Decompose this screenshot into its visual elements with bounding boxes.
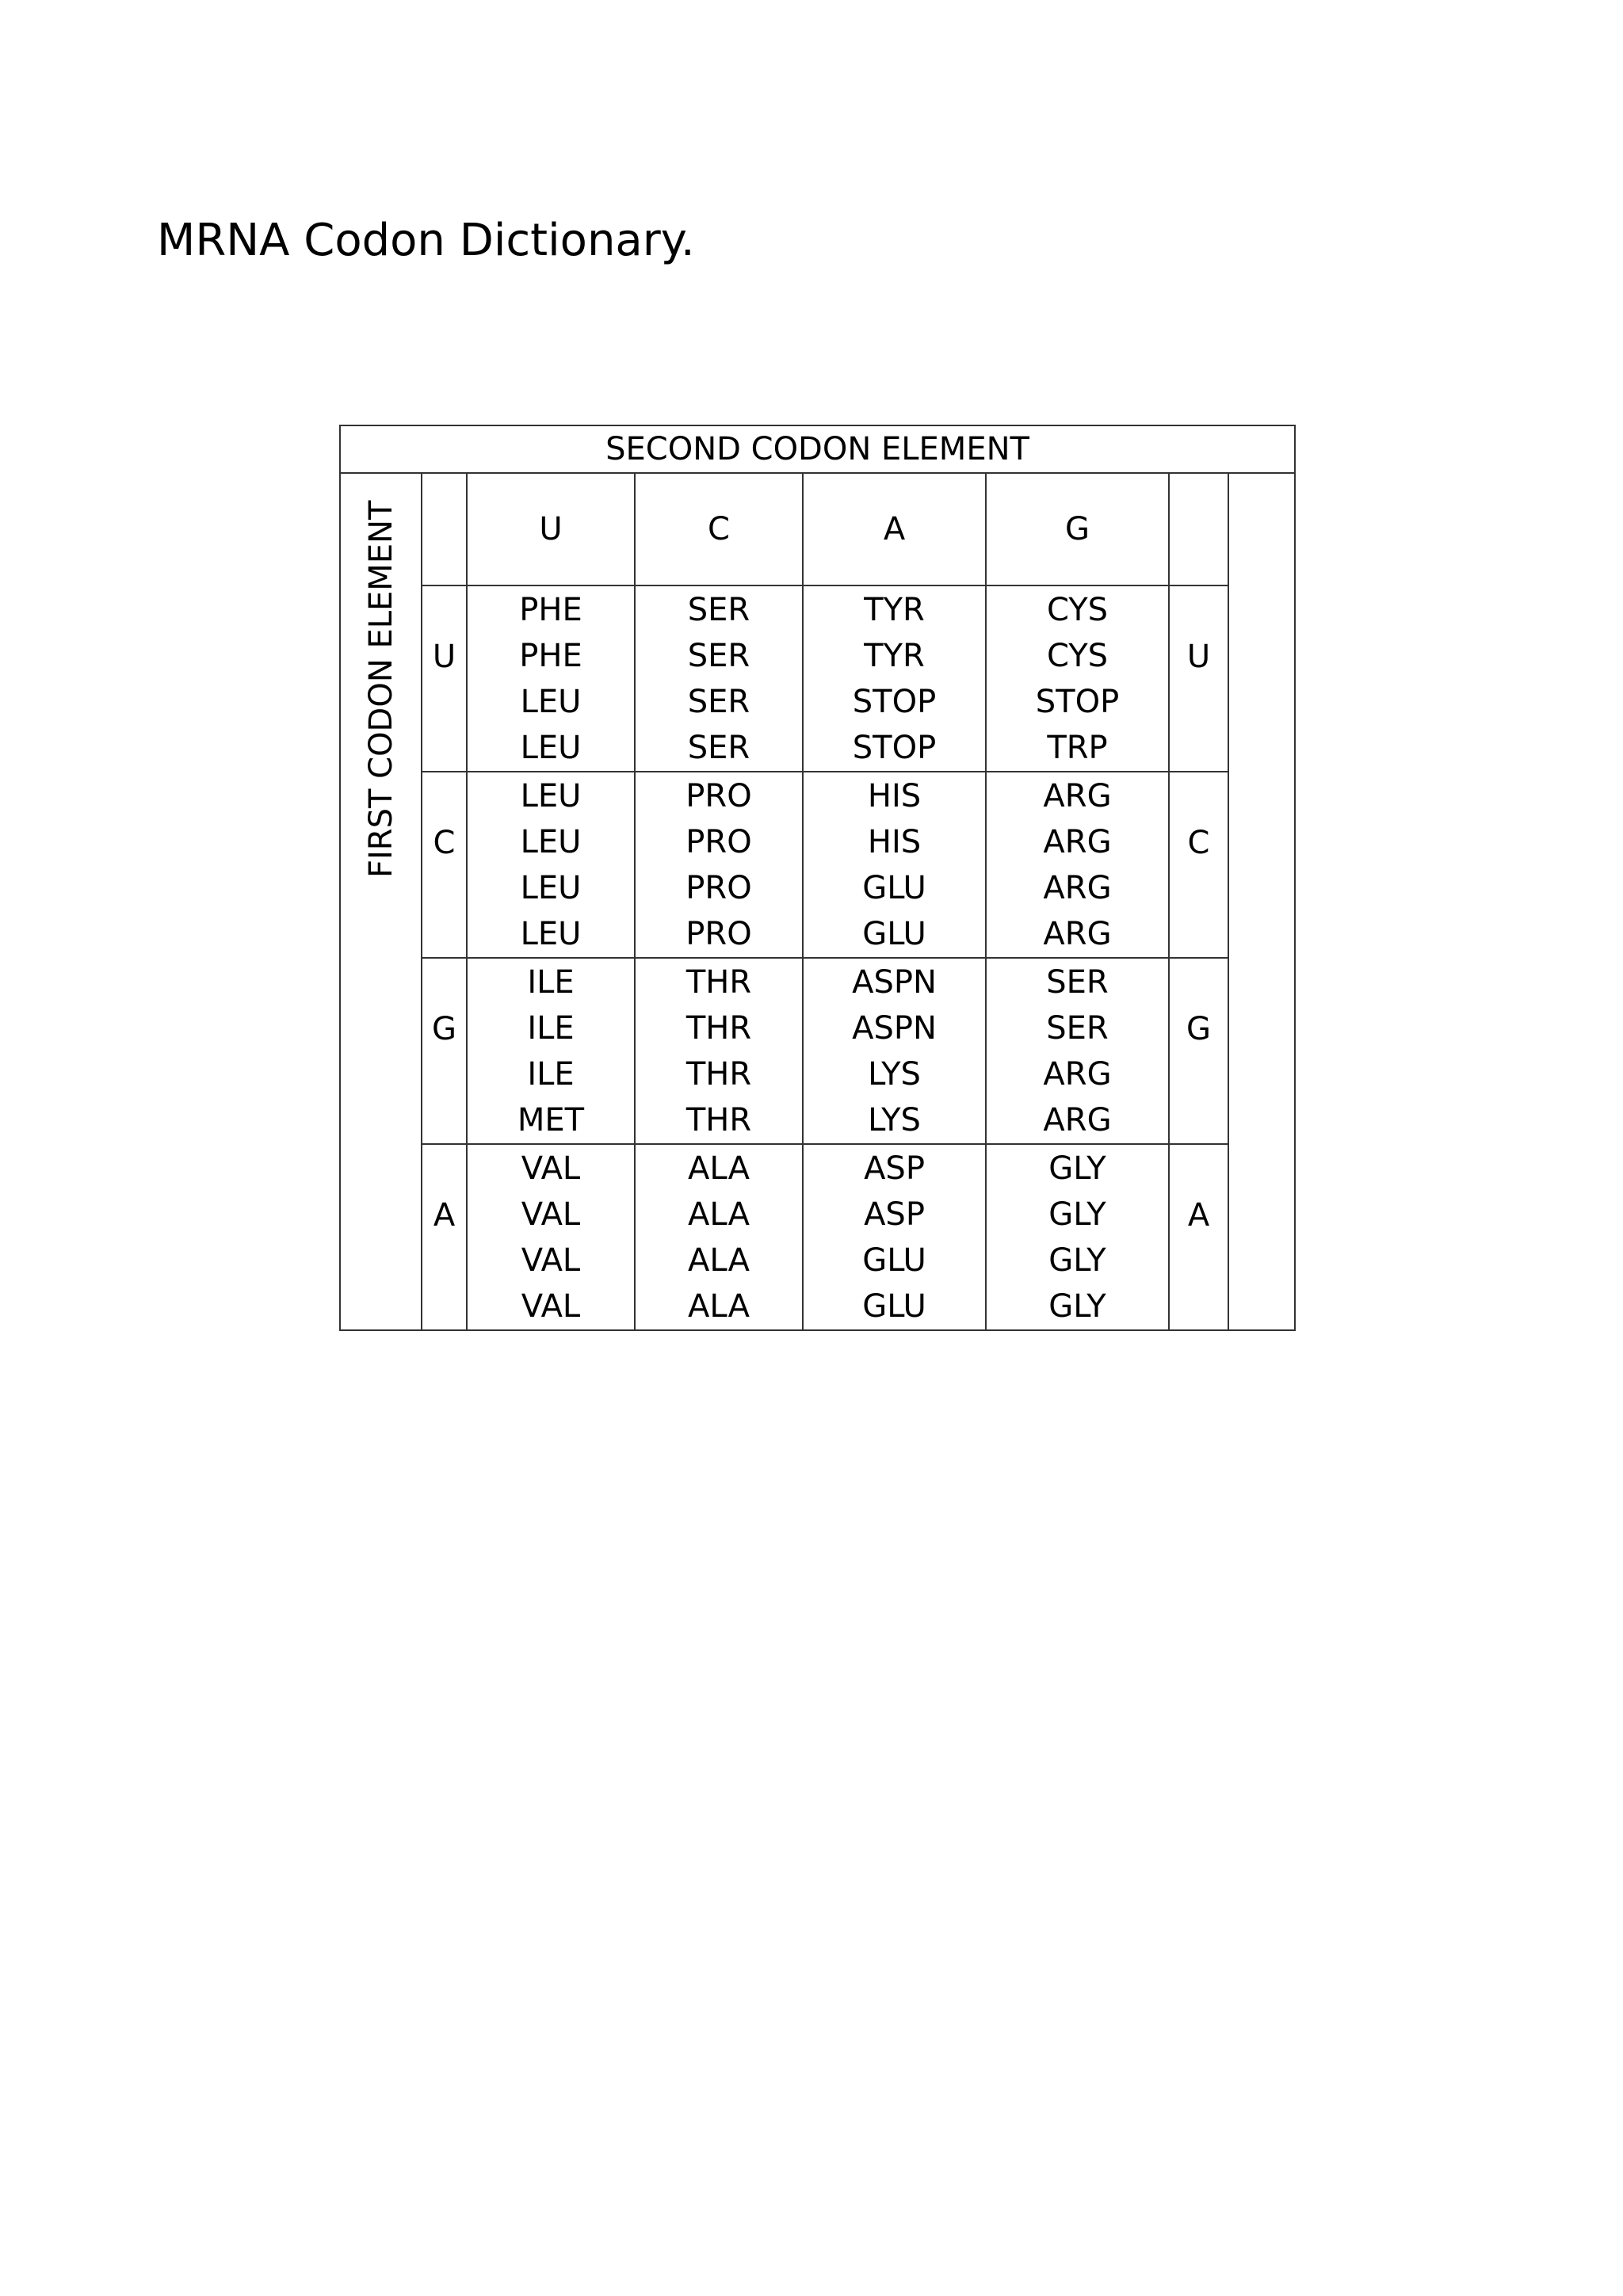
amino-acid: SER [687, 637, 750, 674]
amino-acid-cell [635, 958, 803, 1144]
corner-cell [422, 473, 467, 585]
amino-acid: ARG [1043, 823, 1112, 860]
amino-acid: TRP [1047, 729, 1108, 766]
amino-acid-cell [986, 772, 1169, 958]
amino-acid: LYS [868, 1101, 921, 1138]
third-base-label: C [1187, 824, 1210, 861]
third-base-label: U [1186, 638, 1211, 675]
third-base-label: A [1187, 1196, 1210, 1234]
codon-group-row [340, 772, 1295, 958]
amino-acid: GLY [1048, 1196, 1106, 1233]
amino-acid: VAL [521, 1241, 581, 1279]
amino-acid: ALA [688, 1196, 750, 1233]
first-codon-header: FIRST CODON ELEMENT [362, 500, 399, 878]
amino-acid-cell [635, 772, 803, 958]
amino-acid: MET [517, 1101, 585, 1138]
amino-acid: SER [687, 729, 750, 766]
amino-acid: VAL [521, 1150, 581, 1187]
first-base-label: G [432, 1010, 456, 1047]
amino-acid-cell [467, 958, 635, 1144]
amino-acid: ALA [688, 1150, 750, 1187]
amino-acid-cell [467, 1144, 635, 1330]
amino-acid: SER [687, 591, 750, 628]
amino-acid: GLY [1048, 1287, 1106, 1325]
amino-acid: PHE [519, 591, 582, 628]
amino-acid: SER [1046, 1009, 1109, 1047]
amino-acid: HIS [867, 777, 922, 814]
codon-group-row [340, 1144, 1295, 1330]
amino-acid: LEU [520, 869, 582, 906]
codon-group-row [340, 585, 1295, 772]
codon-group-row [340, 958, 1295, 1144]
amino-acid: STOP [1035, 683, 1120, 720]
amino-acid: PRO [685, 777, 752, 814]
amino-acid: ARG [1043, 915, 1112, 952]
first-base-cell [422, 1144, 467, 1330]
amino-acid: VAL [521, 1196, 581, 1233]
amino-acid-cell [803, 585, 986, 772]
amino-acid: ARG [1043, 1055, 1112, 1093]
amino-acid-cell [803, 1144, 986, 1330]
amino-acid: GLU [862, 1241, 926, 1279]
column-header: U [467, 473, 635, 585]
amino-acid-cell [803, 958, 986, 1144]
first-codon-label-cell [340, 473, 422, 1330]
amino-acid: ALA [688, 1287, 750, 1325]
amino-acid: STOP [852, 729, 937, 766]
third-base-cell [1169, 772, 1228, 958]
amino-acid: GLY [1048, 1241, 1106, 1279]
amino-acid: SER [1046, 963, 1109, 1001]
corner-cell [1169, 473, 1228, 585]
amino-acid: TYR [864, 637, 925, 674]
amino-acid-cell [803, 772, 986, 958]
amino-acid: PRO [685, 869, 752, 906]
amino-acid: ARG [1043, 869, 1112, 906]
first-base-label: C [433, 824, 456, 861]
amino-acid: ILE [527, 1009, 575, 1047]
amino-acid: ILE [527, 1055, 575, 1093]
first-base-label: A [433, 1196, 456, 1234]
third-base-cell [1169, 958, 1228, 1144]
amino-acid: CYS [1046, 637, 1109, 674]
second-codon-header: SECOND CODON ELEMENT [340, 425, 1295, 473]
amino-acid-cell [635, 1144, 803, 1330]
amino-acid: PHE [519, 637, 582, 674]
amino-acid: TYR [864, 591, 925, 628]
amino-acid: ARG [1043, 777, 1112, 814]
amino-acid-cell [986, 958, 1169, 1144]
amino-acid: HIS [867, 823, 922, 860]
amino-acid: ALA [688, 1241, 750, 1279]
column-header: A [803, 473, 986, 585]
amino-acid: ASPN [852, 1009, 937, 1047]
column-header: C [635, 473, 803, 585]
amino-acid: LEU [520, 729, 582, 766]
right-blank-cell [1228, 473, 1295, 1330]
amino-acid: ASP [864, 1196, 925, 1233]
amino-acid: ILE [527, 963, 575, 1001]
amino-acid: THR [685, 1101, 752, 1138]
amino-acid: ASP [864, 1150, 925, 1187]
column-header-row [340, 473, 1295, 585]
amino-acid: GLU [862, 869, 926, 906]
first-base-cell [422, 585, 467, 772]
amino-acid: THR [685, 963, 752, 1001]
third-base-cell [1169, 585, 1228, 772]
amino-acid: SER [687, 683, 750, 720]
page-title: MRNA Codon Dictionary. [157, 215, 695, 266]
amino-acid: GLU [862, 1287, 926, 1325]
codon-table [339, 425, 1296, 1331]
amino-acid: GLY [1048, 1150, 1106, 1187]
amino-acid: LEU [520, 823, 582, 860]
amino-acid: GLU [862, 915, 926, 952]
amino-acid-cell [986, 1144, 1169, 1330]
amino-acid-cell [986, 585, 1169, 772]
column-header: G [986, 473, 1169, 585]
amino-acid-cell [467, 585, 635, 772]
amino-acid: PRO [685, 915, 752, 952]
amino-acid: LEU [520, 683, 582, 720]
amino-acid: ASPN [852, 963, 937, 1001]
amino-acid: LEU [520, 915, 582, 952]
amino-acid: ARG [1043, 1101, 1112, 1138]
amino-acid-cell [635, 585, 803, 772]
amino-acid: LEU [520, 777, 582, 814]
first-base-label: U [432, 638, 456, 675]
third-base-cell [1169, 1144, 1228, 1330]
third-base-label: G [1186, 1010, 1211, 1047]
amino-acid: THR [685, 1009, 752, 1047]
first-base-cell [422, 958, 467, 1144]
first-base-cell [422, 772, 467, 958]
amino-acid: PRO [685, 823, 752, 860]
amino-acid: THR [685, 1055, 752, 1093]
amino-acid: CYS [1046, 591, 1109, 628]
amino-acid-cell [467, 772, 635, 958]
amino-acid: LYS [868, 1055, 921, 1093]
amino-acid: VAL [521, 1287, 581, 1325]
amino-acid: STOP [852, 683, 937, 720]
